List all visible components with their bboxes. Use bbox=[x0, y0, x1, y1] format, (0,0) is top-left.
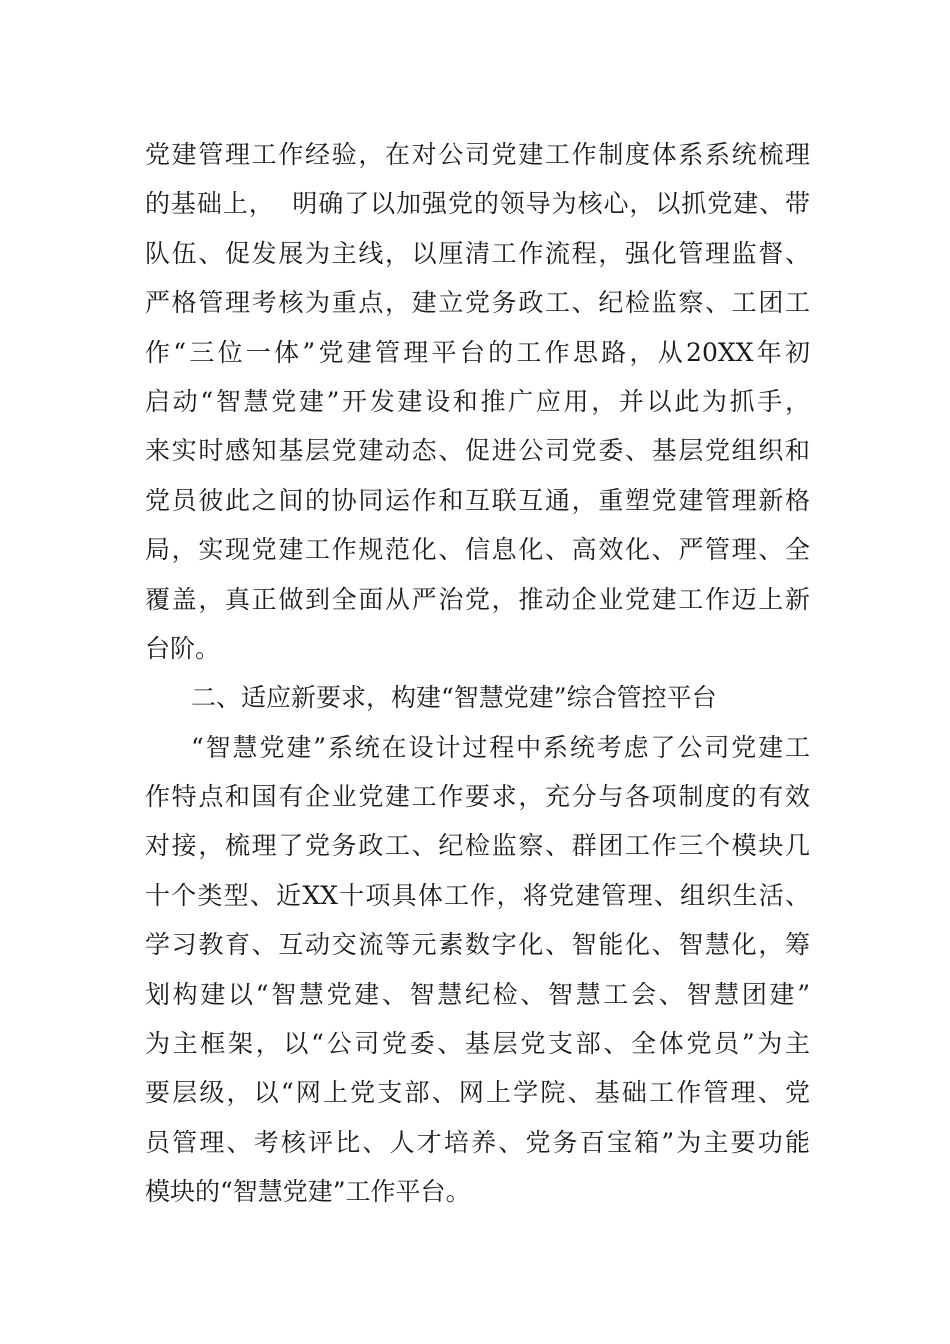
text-line-1: 党建管理工作经验，在对公司党建工作制度体系系统梳理 bbox=[145, 140, 810, 169]
text-line-22: 模块的“智慧党建”工作平台。 bbox=[145, 1177, 471, 1207]
text-line-13: “智慧党建”系统在设计过程中系统考虑了公司党建工 bbox=[191, 732, 810, 762]
text-line-5: 作“三位一体”党建管理平台的工作思路，从20XX年初 bbox=[145, 337, 810, 367]
section-heading: 二、适应新要求，构建“智慧党建”综合管控平台 bbox=[191, 683, 717, 713]
body-text bbox=[145, 130, 810, 1217]
text-line-8: 党员彼此之间的协同运作和互联互通，重塑党建管理新格 bbox=[145, 485, 810, 515]
text-line-17: 学习教育、互动交流等元素数字化、智能化、智慧化，筹 bbox=[145, 930, 810, 960]
text-line-18: 划构建以“智慧党建、智慧纪检、智慧工会、智慧团建” bbox=[145, 979, 810, 1009]
text-line-20: 要层级，以“网上党支部、网上学院、基础工作管理、党 bbox=[145, 1078, 810, 1108]
text-line-19: 为主框架，以“公司党委、基层党支部、全体党员”为主 bbox=[145, 1029, 810, 1059]
text-line-10: 覆盖，真正做到全面从严治党，推动企业党建工作迈上新 bbox=[145, 584, 810, 614]
text-line-15: 对接，梳理了党务政工、纪检监察、群团工作三个模块几 bbox=[145, 831, 810, 861]
text-line-21: 员管理、考核评比、人才培养、党务百宝箱”为主要功能 bbox=[145, 1127, 810, 1157]
text-line-6: 启动“智慧党建”开发建设和推广应用，并以此为抓手， bbox=[145, 386, 810, 416]
text-line-2: 的基础上， 明确了以加强党的领导为核心，以抓党建、带 bbox=[145, 189, 810, 219]
text-line-4: 严格管理考核为重点，建立党务政工、纪检监察、工团工 bbox=[145, 288, 810, 318]
text-line-3: 队伍、促发展为主线，以厘清工作流程，强化管理监督、 bbox=[145, 238, 810, 268]
text-line-9: 局，实现党建工作规范化、信息化、高效化、严管理、全 bbox=[145, 535, 810, 565]
text-line-7: 来实时感知基层党建动态、促进公司党委、基层党组织和 bbox=[145, 436, 810, 466]
text-line-16: 十个类型、近XX十项具体工作，将党建管理、组织生活、 bbox=[145, 880, 810, 910]
text-line-11: 台阶。 bbox=[145, 633, 221, 663]
text-line-14: 作特点和国有企业党建工作要求，充分与各项制度的有效 bbox=[145, 782, 810, 812]
